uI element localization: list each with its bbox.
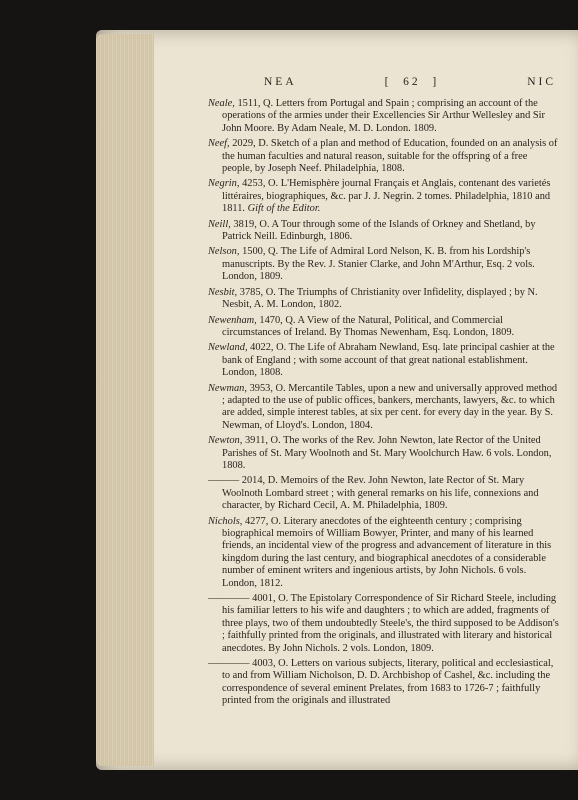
catalog-entry: Newton, 3911, O. The works of the Rev. John Newton, late Rector of the United Parishes of St. Mary Woolnoth and St. Mary Woolchurch Haw. 6 vols. London, 1808. [208,435,552,471]
catalog-entry: Nesbit, 3785, O. The Triumphs of Christianity over Infidelity, displayed ; by N. Nesbit, A. M. London, 1802. [208,286,538,311]
catalog-entry: ———— 4003, O. Letters on various subjects, literary, political and ecclesiastical, to and from William Nicholson, D. D. Archbishop of Cashel, &c. including the correspondence of several eminent Prelates, from 1683 to 1726-7 ; faithfully printed from the originals and illustrated [208,658,554,707]
page-edges [96,34,154,766]
page-text [208,76,560,766]
header-right: NIC [527,76,556,88]
catalog-entry: Negrin, 4253, O. L'Hemisphère journal Français et Anglais, contenant des varietés littéraires, biographiques, &c. par J. J. Negrin. 2 tomes. Philadelphia, 1810 and 1811. Gift of the Editor. [208,178,551,215]
catalog-entry: Nelson, 1500, Q. The Life of Admiral Lord Nelson, K. B. from his Lordship's manuscripts. By the Rev. J. Stanier Clarke, and John M'Arthur, Esq. 2 vols. London, 1809. [208,246,535,283]
catalog-entry: ———— 4001, O. The Epistolary Correspondence of Sir Richard Steele, including his familiar letters to his wife and daughters ; to which are added, fragments of three plays, two of them undoubtedly Steele's, the third supposed to be Addison's ; faithfully printed from the originals, and illustrated with literary and historical anecdotes. By John Nichols. 2 vols. London, 1809. [208,593,559,654]
header-left: NEA [264,76,297,88]
catalog-entry: Neale, 1511, Q. Letters from Portugal and Spain ; comprising an account of the operations of the armies under their Excellencies Sir Arthur Wellesley and Sir John Moore. By Adam Neale, M. D. London. 1809. [208,98,546,134]
catalog-entry: Newland, 4022, O. The Life of Abraham Newland, Esq. late principal cashier at the bank of England ; with some account of that great national establishment. London, 1808. [208,342,555,379]
catalog-entry: Newenham, 1470, Q. A View of the Natural, Political, and Commercial circumstances of Ireland. By Thomas Newenham, Esq. London, 1809. [208,314,515,338]
running-header [264,76,556,88]
page-number: [ 62 ] [384,76,440,88]
catalog-entry: Neef, 2029, D. Sketch of a plan and method of Education, founded on an analysis of the human faculties and natural reason, suitable for the offspring of a free people, by Joseph Neef. Philadelphia, 1808. [208,138,558,175]
catalog-entry: ——— 2014, D. Memoirs of the Rev. John Newton, late Rector of St. Mary Woolnoth Lombard street ; with general remarks on his life, connexions and character, by Richard Cecil, A. M. Philadelphia, 1809. [208,475,539,512]
catalog-entry: Nichols, 4277, O. Literary anecdotes of the eighteenth century ; comprising biographical memoirs of William Bowyer, Printer, and many of his learned friends, an incidental view of the progress and advancement of literature in this kingdom during the last century, and biographical anecdotes of a considerable number of eminent writers and ingenious artists, by John Nichols. 6 vols. London, 1812. [208,515,552,589]
catalog-entry: Neill, 3819, O. A Tour through some of the Islands of Orkney and Shetland, by Patrick Neill. Edinburgh, 1806. [208,218,536,243]
catalog-entry: Newman, 3953, O. Mercantile Tables, upon a new and universally approved method ; adapted to the use of public offices, bankers, merchants, lawyers, &c. to which are added, simple interest tables, at six per cent. for every day in the year. By S. Newman, of Lloyd's. London, 1804. [208,382,558,431]
